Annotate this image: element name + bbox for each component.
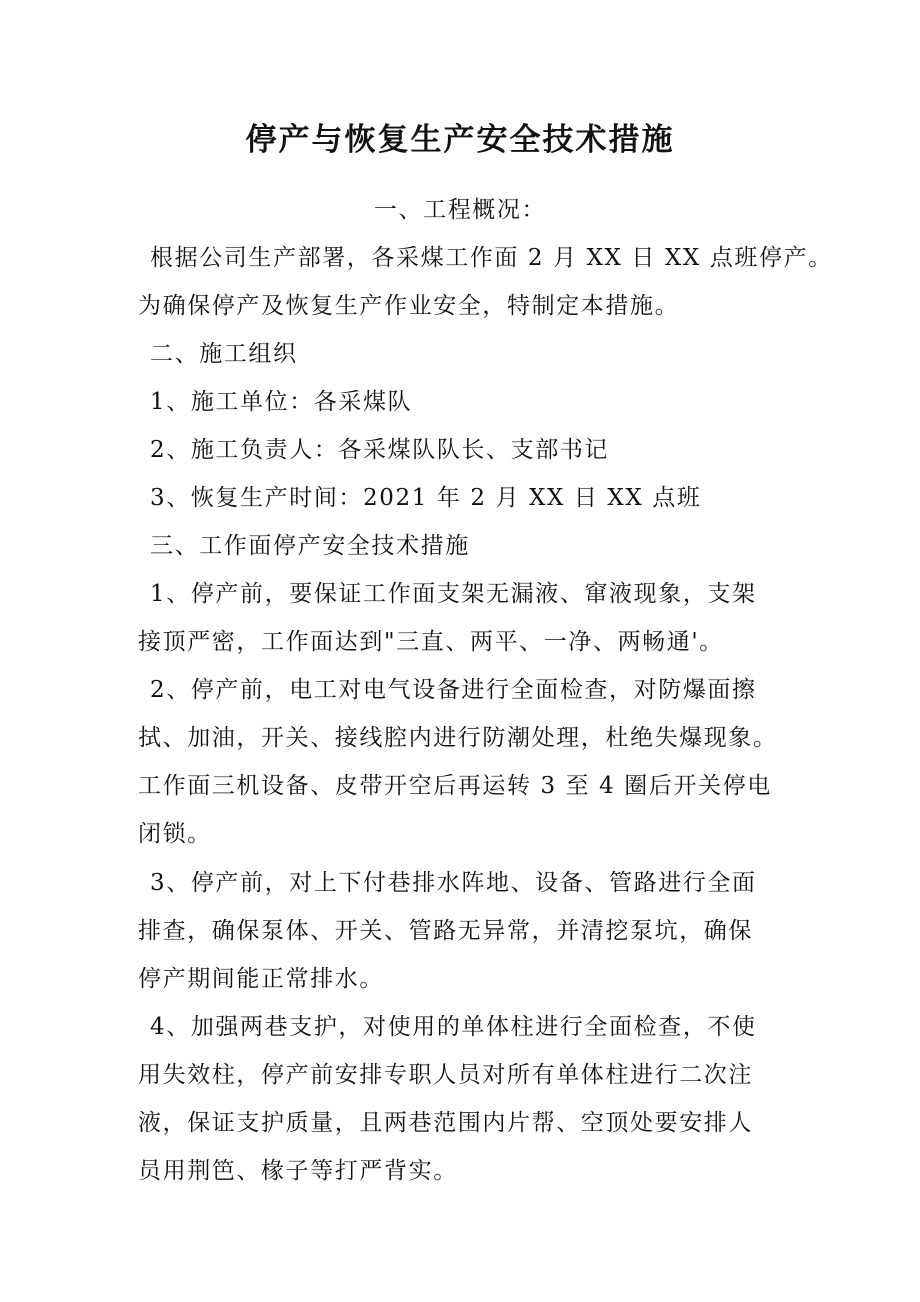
section-heading-organization: 二、施工组织 — [150, 341, 298, 367]
paragraph-line: 4、加强两巷支护，对使用的单体柱进行全面检查，不使 — [150, 1014, 757, 1040]
list-item: 3、恢复生产时间：2021 年 2 月 XX 日 XX 点班 — [150, 485, 702, 511]
paragraph-line: 拭、加油，开关、接线腔内进行防潮处理，杜绝失爆现象。 — [138, 725, 778, 751]
paragraph-line: 2、停产前，电工对电气设备进行全面检查，对防爆面擦 — [150, 677, 757, 703]
paragraph-line: 工作面三机设备、皮带开空后再运转 3 至 4 圈后开关停电 — [138, 773, 772, 799]
list-item: 1、施工单位：各采煤队 — [150, 389, 413, 415]
paragraph-line: 停产期间能正常排水。 — [138, 966, 384, 992]
paragraph-line: 用失效柱，停产前安排专职人员对所有单体柱进行二次注 — [138, 1062, 753, 1088]
document-title: 停产与恢复生产安全技术措施 — [245, 122, 675, 158]
paragraph-line: 3、停产前，对上下付巷排水阵地、设备、管路进行全面 — [150, 870, 757, 896]
section-heading-project-overview: 一、工程概况： — [373, 197, 547, 223]
paragraph-line: 为确保停产及恢复生产作业安全，特制定本措施。 — [138, 293, 680, 319]
paragraph-line: 1、停产前，要保证工作面支架无漏液、窜液现象，支架 — [150, 581, 757, 607]
paragraph-line: 根据公司生产部署，各采煤工作面 2 月 XX 日 XX 点班停产。 — [150, 245, 833, 271]
paragraph-line: 闭锁。 — [138, 821, 212, 847]
section-heading-safety-measures: 三、工作面停产安全技术措施 — [150, 533, 470, 559]
paragraph-line: 液，保证支护质量，且两巷范围内片帮、空顶处要安排人 — [138, 1110, 753, 1136]
list-item: 2、施工负责人：各采煤队队长、支部书记 — [150, 437, 610, 463]
paragraph-line: 排查，确保泵体、开关、管路无异常，并清挖泵坑，确保 — [138, 918, 753, 944]
paragraph-line: 员用荆笆、椽子等打严背实。 — [138, 1158, 458, 1184]
paragraph-line: 接顶严密，工作面达到"三直、两平、一净、两畅通'。 — [138, 629, 724, 655]
